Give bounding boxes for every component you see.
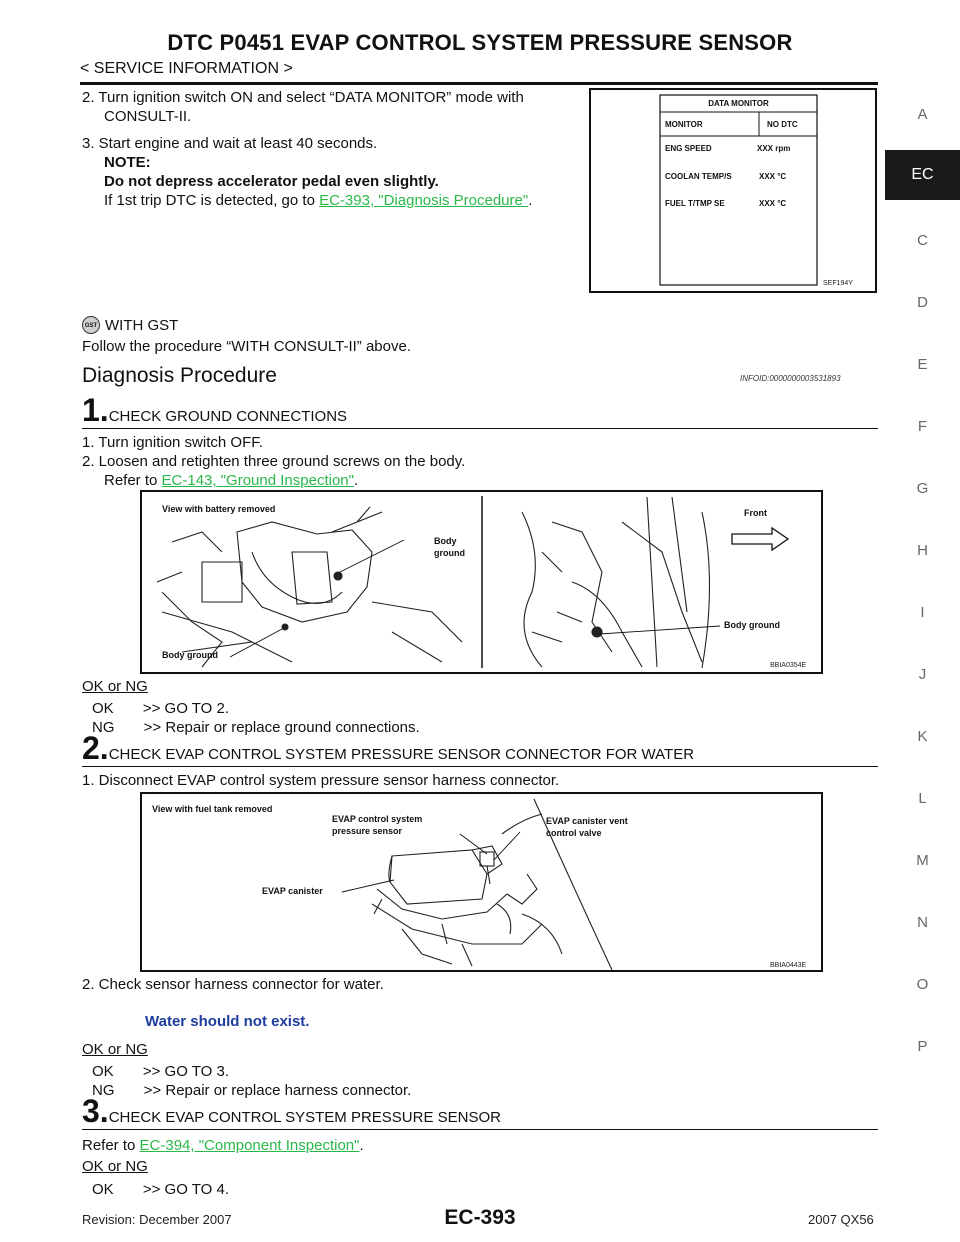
step-1-heading	[82, 392, 347, 429]
refer-line	[82, 471, 862, 490]
page-number: EC-393	[444, 1206, 516, 1229]
monitor-row-label: ENG SPEED	[665, 144, 712, 153]
data-monitor-figure	[589, 88, 877, 293]
with-gst-text: Follow the procedure “WITH CONSULT-II” above.	[82, 338, 411, 355]
ok-ng-label: OK or NG	[82, 678, 148, 695]
evap-figure	[140, 792, 823, 972]
step-number: 3.	[82, 1093, 109, 1129]
sidebar-item-o[interactable]: O	[916, 976, 929, 993]
ok-ng-label: OK or NG	[82, 1158, 148, 1175]
sidebar-item-m[interactable]: M	[916, 852, 929, 869]
evap-illustration	[142, 794, 821, 970]
sidebar-item-h[interactable]: H	[917, 542, 928, 559]
breadcrumb: < SERVICE INFORMATION >	[80, 60, 293, 77]
figure-label: Body ground	[162, 650, 218, 660]
step-number: 1.	[82, 392, 109, 428]
instruction: 1. Turn ignition switch OFF.	[82, 434, 263, 451]
dtc-text: If 1st trip DTC is detected, go to	[104, 192, 320, 209]
figure-label: control valve	[546, 828, 602, 838]
sidebar-item-l[interactable]: L	[918, 790, 927, 807]
step-1-instructions	[82, 433, 862, 490]
figure-label: EVAP canister	[262, 886, 323, 896]
ground-inspection-link[interactable]: EC-143, "Ground Inspection"	[161, 472, 354, 489]
component-inspection-link[interactable]: EC-394, "Component Inspection"	[139, 1137, 360, 1154]
figure-label: View with fuel tank removed	[152, 804, 273, 814]
ground-illustration	[142, 492, 821, 672]
sidebar-item-e[interactable]: E	[917, 356, 928, 373]
figure-label: Body	[434, 536, 457, 546]
step-divider	[82, 1129, 878, 1130]
sidebar-item-n[interactable]: N	[917, 914, 928, 931]
ok-result: OK >> GO TO 2.	[92, 700, 229, 717]
gst-icon: GST	[82, 316, 100, 334]
with-gst-label: WITH GST	[105, 317, 179, 334]
dtc-end: .	[528, 192, 533, 209]
figure-label: ground	[434, 548, 465, 558]
sidebar-item-j[interactable]: J	[918, 666, 927, 683]
model-year: 2007 QX56	[808, 1212, 874, 1227]
sidebar-item-k[interactable]: K	[917, 728, 928, 745]
refer-text: Refer to	[104, 472, 162, 489]
step-2-heading	[82, 730, 694, 767]
monitor-row-value: XXX °C	[759, 172, 787, 181]
sidebar-item-a[interactable]: A	[917, 106, 928, 123]
dtc-line	[82, 191, 582, 210]
section-heading: Diagnosis Procedure	[82, 364, 277, 387]
figure-label: pressure sensor	[332, 826, 403, 836]
instruction: 2. Loosen and retighten three ground screws on the body.	[82, 453, 466, 470]
instruction: 1. Disconnect EVAP control system pressure sensor harness connector.	[82, 772, 560, 789]
ng-result: NG >> Repair or replace harness connector.	[92, 1082, 412, 1099]
ok-result: OK >> GO TO 3.	[92, 1063, 229, 1080]
ok-result: OK >> GO TO 4.	[92, 1181, 229, 1198]
note-text: Do not depress accelerator pedal even slightly.	[104, 173, 439, 190]
step-divider	[82, 766, 878, 767]
sidebar-item-i[interactable]: I	[920, 604, 925, 621]
step-divider	[82, 428, 878, 429]
ng-result: NG >> Repair or replace ground connections.	[92, 719, 420, 736]
figure-label: View with battery removed	[162, 504, 276, 514]
figure-label: EVAP control system	[332, 814, 423, 824]
sidebar-item-g[interactable]: G	[916, 480, 929, 497]
monitor-row-label: COOLAN TEMP/S	[665, 172, 732, 181]
figure-code: SEF194Y	[823, 280, 853, 287]
sidebar-item-c[interactable]: C	[917, 232, 928, 249]
sidebar-item-f[interactable]: F	[917, 418, 928, 435]
figure-label: Body ground	[724, 620, 780, 630]
figure-code: BBIA0354E	[770, 662, 807, 669]
sidebar-item-p[interactable]: P	[917, 1038, 928, 1055]
no-dtc-column-header: NO DTC	[767, 120, 798, 129]
figure-label: EVAP canister vent	[546, 816, 628, 826]
note-label: NOTE:	[104, 154, 151, 171]
figure-code: BBIA0443E	[770, 962, 807, 969]
header-divider	[80, 82, 878, 85]
monitor-column-header: MONITOR	[665, 120, 703, 129]
refer-line	[82, 1136, 364, 1155]
step-2-text-cont: CONSULT-II.	[104, 108, 192, 125]
specification: Water should not exist.	[145, 1013, 310, 1030]
refer-text: Refer to	[82, 1137, 140, 1154]
figure-label: Front	[744, 508, 767, 518]
refer-end: .	[359, 1137, 364, 1154]
info-id: INFOID:0000000003531893	[740, 374, 841, 383]
ground-figure	[140, 490, 823, 674]
step-number: 2.	[82, 730, 109, 766]
refer-end: .	[353, 472, 359, 489]
monitor-row-label: FUEL T/TMP SE	[665, 199, 725, 208]
monitor-row-value: XXX °C	[759, 199, 787, 208]
step-title: CHECK EVAP CONTROL SYSTEM PRESSURE SENSOR CONNECTOR FOR WATER	[108, 746, 695, 763]
step-3-heading	[82, 1093, 501, 1130]
sidebar-item-d[interactable]: D	[917, 294, 928, 311]
instruction: 2. Check sensor harness connector for water.	[82, 976, 384, 993]
intro-steps	[82, 88, 582, 210]
step-title: CHECK EVAP CONTROL SYSTEM PRESSURE SENSOR	[108, 1109, 501, 1126]
monitor-row-value: XXX rpm	[757, 144, 791, 153]
diagnosis-procedure-link[interactable]: EC-393, "Diagnosis Procedure"	[319, 192, 529, 209]
step-3-text: 3. Start engine and wait at least 40 seconds.	[82, 135, 378, 152]
revision-date: Revision: December 2007	[82, 1212, 232, 1227]
step-2-text: 2. Turn ignition switch ON and select “DATA MONITOR” mode with	[82, 89, 524, 106]
ok-ng-label: OK or NG	[82, 1041, 148, 1058]
sidebar-item-ec[interactable]: EC	[885, 150, 960, 200]
data-monitor-screen	[591, 90, 875, 291]
step-title: CHECK GROUND CONNECTIONS	[108, 408, 348, 425]
data-monitor-title: DATA MONITOR	[708, 99, 769, 108]
page-title: DTC P0451 EVAP CONTROL SYSTEM PRESSURE SENSOR	[167, 30, 793, 55]
